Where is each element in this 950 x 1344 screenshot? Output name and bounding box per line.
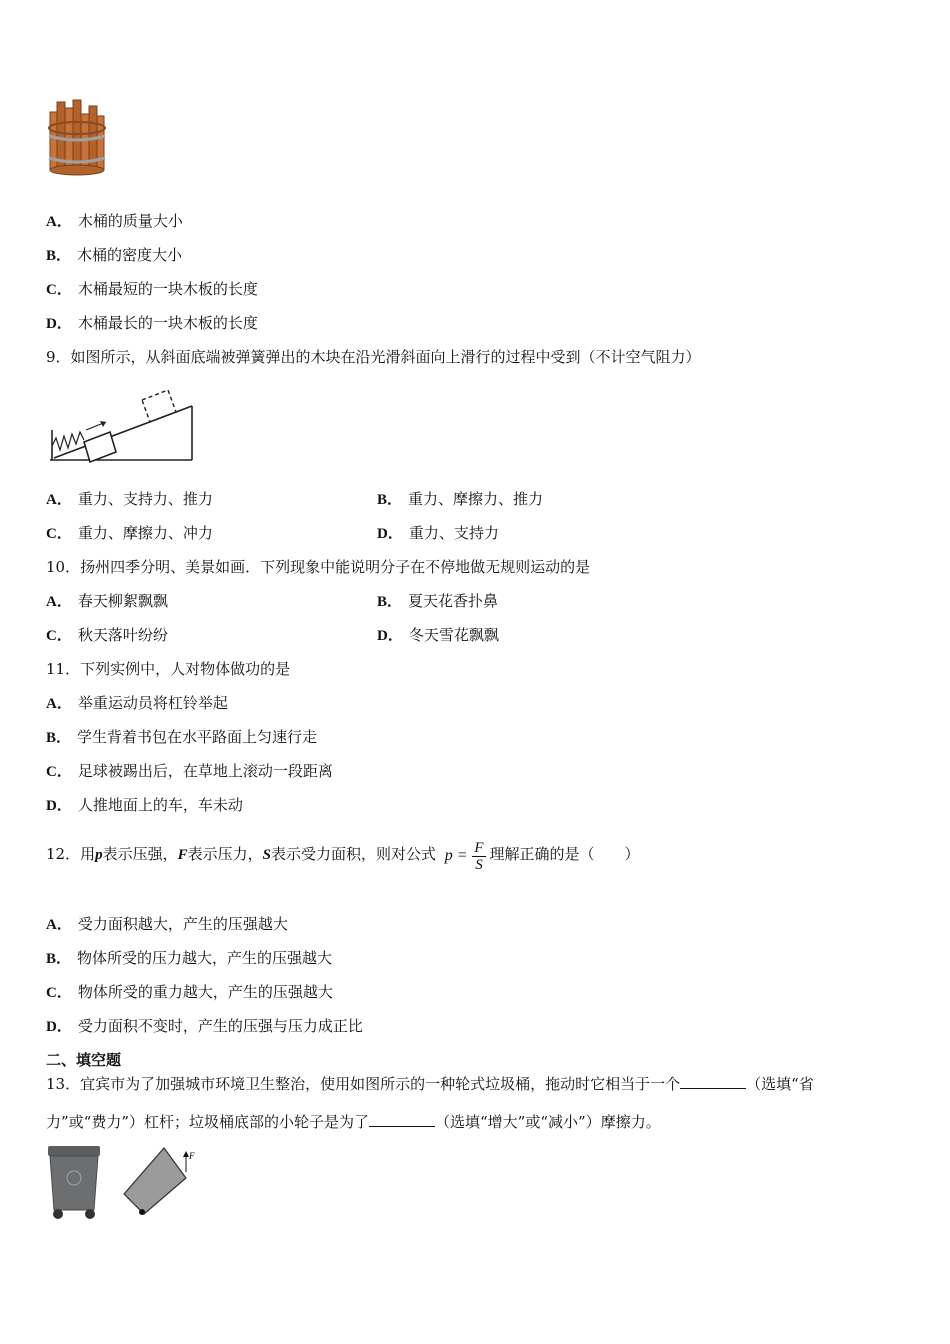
q11-stem: 11．下列实例中，人对物体做功的是 <box>46 660 291 678</box>
q8-option-c: C． 木桶最短的一块木板的长度 <box>46 280 258 298</box>
q8-option-d: D． 木桶最长的一块木板的长度 <box>46 314 258 332</box>
q9-stem: 9．如图所示，从斜面底端被弹簧弹出的木块在沿光滑斜面向上滑行的过程中受到（不计空气阻力） <box>46 348 701 366</box>
q12-option-c: C． 物体所受的重力越大，产生的压强越大 <box>46 983 333 1001</box>
q9-option-a: A． 重力、支持力、推力 <box>46 490 213 508</box>
bin-lever-diagram <box>120 1142 196 1218</box>
q11-option-c: C． 足球被踢出后，在草地上滚动一段距离 <box>46 762 333 780</box>
q12-option-a: A． 受力面积越大，产生的压强越大 <box>46 915 288 933</box>
q9-option-b: B． 重力、摩擦力、推力 <box>377 490 544 508</box>
q8-option-a: A． 木桶的质量大小 <box>46 212 183 230</box>
q10-option-a: A． 春天柳絮飘飘 <box>46 592 168 610</box>
q10-option-b: B． 夏天花香扑鼻 <box>377 592 499 610</box>
q9-option-d: D． 重力、支持力 <box>377 524 499 542</box>
q11-option-a: A． 举重运动员将杠铃举起 <box>46 694 228 712</box>
trash-bin-figure <box>44 1144 104 1220</box>
force-f-label: F <box>189 1151 195 1161</box>
q10-option-d: D． 冬天雪花飘飘 <box>377 626 499 644</box>
section-title-fill-in: 二、填空题 <box>46 1051 122 1069</box>
q13-blank-1[interactable] <box>680 1074 746 1089</box>
q12-stem: 12．用p表示压强，F表示压力，S表示受力面积，则对公式 p = $\frac{F}{S}$ 理解正确的是（ ） <box>46 834 640 875</box>
q8-option-b: B． 木桶的密度大小 <box>46 246 183 264</box>
q11-option-b: B． 学生背着书包在水平路面上匀速行走 <box>46 728 318 746</box>
q13-line-1: 13．宜宾市为了加强城市环境卫生整治，使用如图所示的一种轮式垃圾桶，拖动时它相当于一个 （选填“省 <box>46 1075 814 1093</box>
q9-option-c: C． 重力、摩擦力、冲力 <box>46 524 213 542</box>
wooden-bucket-figure <box>44 98 110 178</box>
pressure-formula: p = $\frac{F}{S}$ <box>444 839 484 873</box>
incline-spring-figure <box>46 380 196 466</box>
q12-option-b: B． 物体所受的压力越大，产生的压强越大 <box>46 949 333 967</box>
q13-line-2: 力”或“费力”）杠杆；垃圾桶底部的小轮子是为了 （选填“增大”或“减小”）摩擦力。 <box>46 1113 661 1131</box>
q10-option-c: C． 秋天落叶纷纷 <box>46 626 168 644</box>
q13-blank-2[interactable] <box>369 1112 435 1127</box>
q11-option-d: D． 人推地面上的车，车未动 <box>46 796 243 814</box>
q10-stem: 10．扬州四季分明、美景如画．下列现象中能说明分子在不停地做无规则运动的是 <box>46 558 591 576</box>
q12-option-d: D． 受力面积不变时，产生的压强与压力成正比 <box>46 1017 363 1035</box>
